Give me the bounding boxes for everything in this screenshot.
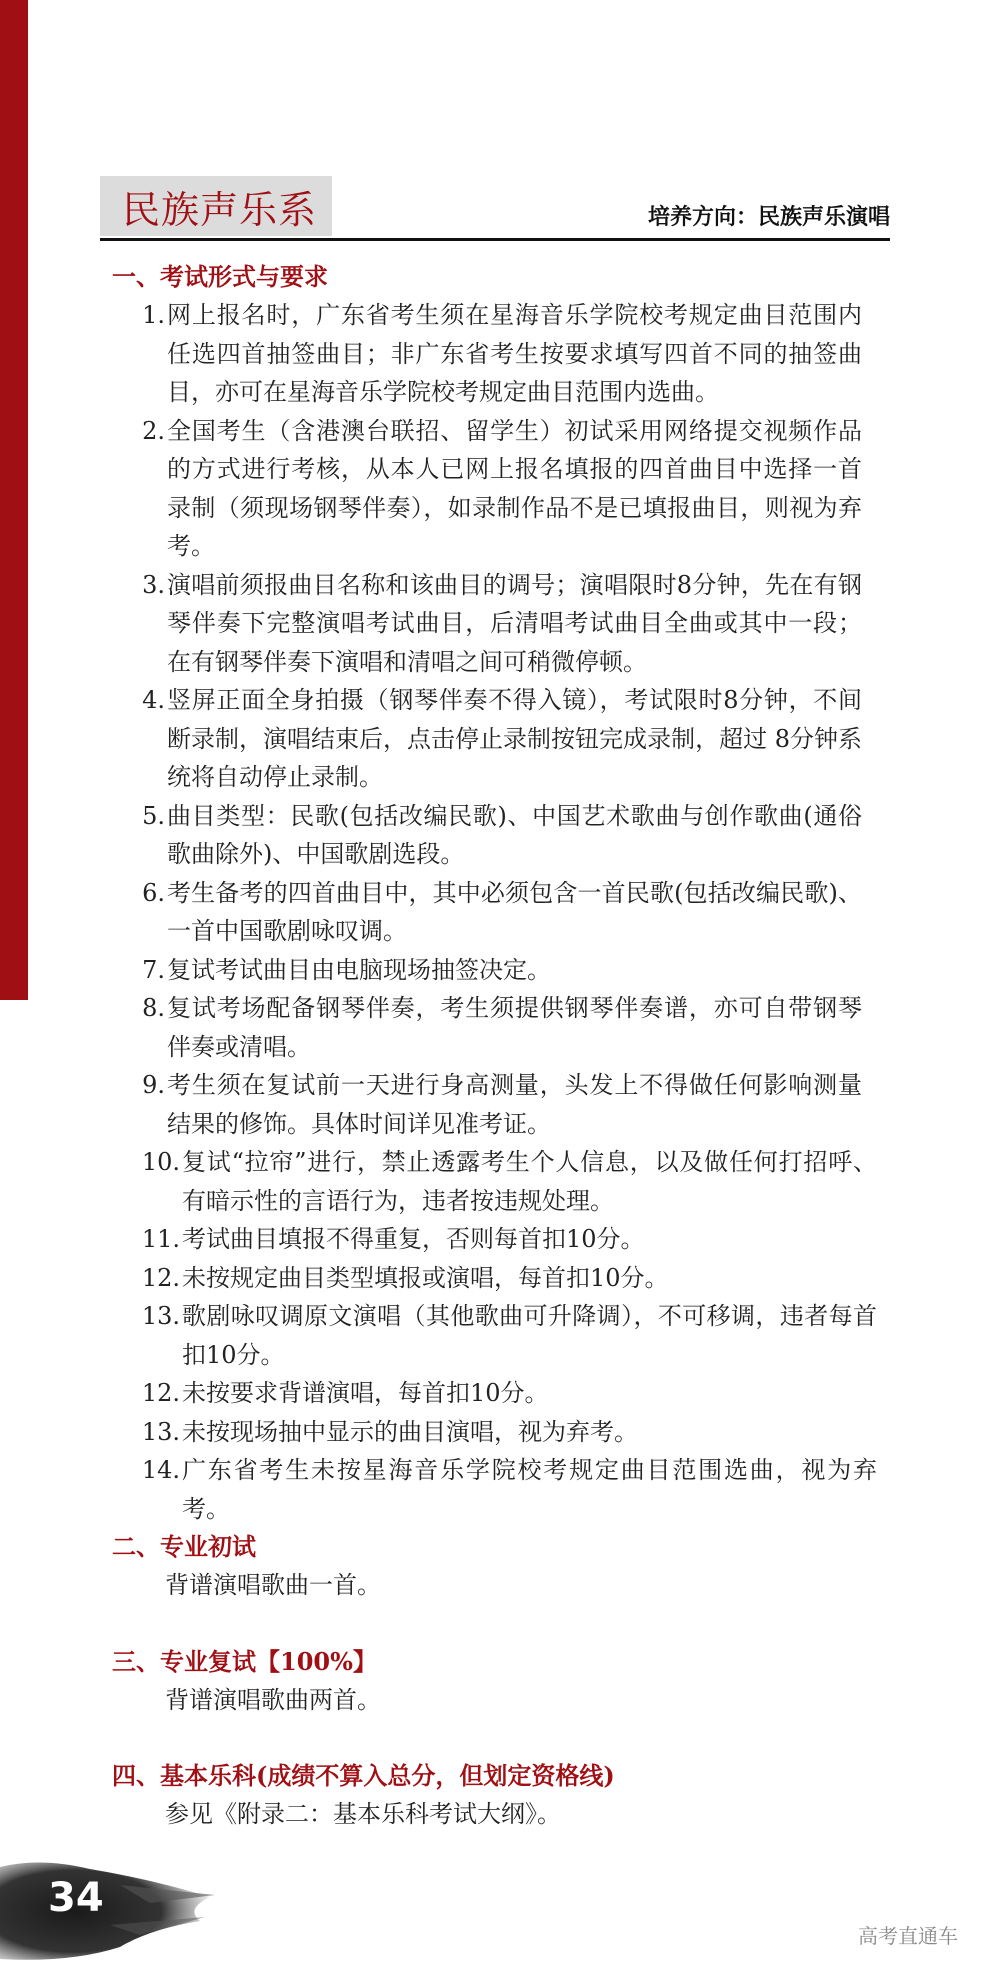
requirement-number: 13.	[141, 1302, 180, 1330]
section-body: 背谱演唱歌曲一首。	[165, 1571, 381, 1599]
requirement-number: 12.	[141, 1379, 180, 1407]
left-red-bar	[0, 0, 28, 1000]
requirement-item	[112, 951, 912, 990]
requirement-text: 歌剧咏叹调原文演唱（其他歌曲可升降调），不可移调，违者每首扣10分。	[182, 1302, 877, 1369]
header-rule	[100, 238, 890, 241]
page-number: 34	[48, 1875, 104, 1921]
requirement-item	[112, 566, 912, 682]
requirement-number: 4.	[142, 686, 165, 714]
section-body: 背谱演唱歌曲两首。	[165, 1685, 381, 1714]
requirement-number: 8.	[142, 994, 165, 1022]
requirement-item	[112, 1143, 912, 1220]
requirement-item	[112, 1297, 912, 1374]
requirement-text: 复试考试曲目由电脑现场抽签决定。	[167, 955, 551, 984]
requirement-item	[112, 1374, 912, 1413]
requirement-number: 9.	[142, 1071, 165, 1099]
requirement-text: 曲目类型：民歌(包括改编民歌)、中国艺术歌曲与创作歌曲(通俗歌曲除外)、中国歌剧选段。	[167, 801, 862, 868]
requirements-list	[112, 296, 912, 1528]
requirement-text: 网上报名时，广东省考生须在星海音乐学院校考规定曲目范围内任选四首抽签曲目；非广东省考生按要求填写四首不同的抽签曲目，亦可在星海音乐学院校考规定曲目范围内选曲。	[167, 301, 862, 406]
department-box	[100, 176, 332, 236]
requirement-number: 6.	[142, 878, 165, 907]
requirement-number: 1.	[142, 301, 165, 329]
requirement-number: 14.	[141, 1456, 180, 1484]
watermark: 高考直通车	[858, 1924, 958, 1948]
requirement-item	[112, 681, 912, 797]
section-heading: 一、考试形式与要求	[112, 262, 328, 291]
spacer	[112, 1605, 912, 1643]
requirement-text: 演唱前须报曲目名称和该曲目的调号；演唱限时8分钟，先在有钢琴伴奏下完整演唱考试曲目，后清唱考试曲目全曲或其中一段；在有钢琴伴奏下演唱和清唱之间可稍微停顿。	[167, 570, 862, 676]
requirement-text: 未按规定曲目类型填报或演唱，每首扣10分。	[182, 1263, 669, 1292]
main-content	[112, 258, 912, 1834]
requirement-item	[112, 1259, 912, 1298]
requirement-item	[112, 989, 912, 1066]
requirement-text: 复试“拉帘”进行，禁止透露考生个人信息，以及做任何打招呼、有暗示性的言语行为，违者按违规处理。	[182, 1148, 877, 1215]
requirement-text: 复试考场配备钢琴伴奏，考生须提供钢琴伴奏谱，亦可自带钢琴伴奏或清唱。	[167, 994, 862, 1061]
requirement-number: 12.	[141, 1263, 180, 1292]
requirement-text: 未按现场抽中显示的曲目演唱，视为弃考。	[182, 1417, 638, 1446]
training-direction: 培养方向：民族声乐演唱	[647, 204, 890, 230]
requirement-number: 13.	[141, 1417, 180, 1446]
requirement-item	[112, 296, 912, 412]
requirement-number: 10.	[141, 1148, 180, 1176]
spacer	[112, 1719, 912, 1757]
requirement-item	[112, 412, 912, 566]
requirement-item	[112, 1220, 912, 1259]
requirement-text: 考生备考的四首曲目中，其中必须包含一首民歌(包括改编民歌)、一首中国歌剧咏叹调。	[167, 878, 862, 945]
requirement-item	[112, 874, 912, 951]
ink-brush-stroke	[0, 1855, 220, 1965]
requirement-item	[112, 1451, 912, 1528]
requirement-item	[112, 1066, 912, 1143]
page-number-brush	[0, 1855, 220, 1965]
requirement-number: 5.	[142, 801, 165, 830]
section-body: 参见《附录二：基本乐科考试大纲》。	[165, 1800, 561, 1828]
section-heading: 二、专业初试	[112, 1532, 256, 1561]
requirement-number: 3.	[142, 570, 165, 599]
department-title: 民族声乐系	[122, 187, 318, 232]
requirement-item	[112, 1413, 912, 1452]
requirement-number: 2.	[142, 416, 165, 445]
requirement-text: 考生须在复试前一天进行身高测量，头发上不得做任何影响测量结果的修饰。具体时间详见准考证。	[167, 1071, 862, 1138]
requirement-text: 未按要求背谱演唱，每首扣10分。	[182, 1379, 549, 1407]
requirement-item	[112, 797, 912, 874]
requirement-text: 考试曲目填报不得重复，否则每首扣10分。	[182, 1225, 645, 1253]
requirement-text: 广东省考生未按星海音乐学院校考规定曲目范围选曲，视为弃考。	[182, 1456, 877, 1523]
section-heading: 四、基本乐科(成绩不算入总分，但划定资格线)	[112, 1761, 615, 1790]
requirement-text: 竖屏正面全身拍摄（钢琴伴奏不得入镜），考试限时8分钟，不间断录制，演唱结束后，点击停止录制按钮完成录制，超过 8分钟系统将自动停止录制。	[167, 686, 862, 791]
requirement-number: 7.	[142, 955, 165, 984]
section-heading: 三、专业复试【100%】	[112, 1646, 377, 1676]
requirement-number: 11.	[141, 1225, 180, 1253]
requirement-text: 全国考生（含港澳台联招、留学生）初试采用网络提交视频作品的方式进行考核，从本人已网上报名填报的四首曲目中选择一首录制（须现场钢琴伴奏），如录制作品不是已填报曲目，则视为弃考。	[167, 416, 862, 560]
